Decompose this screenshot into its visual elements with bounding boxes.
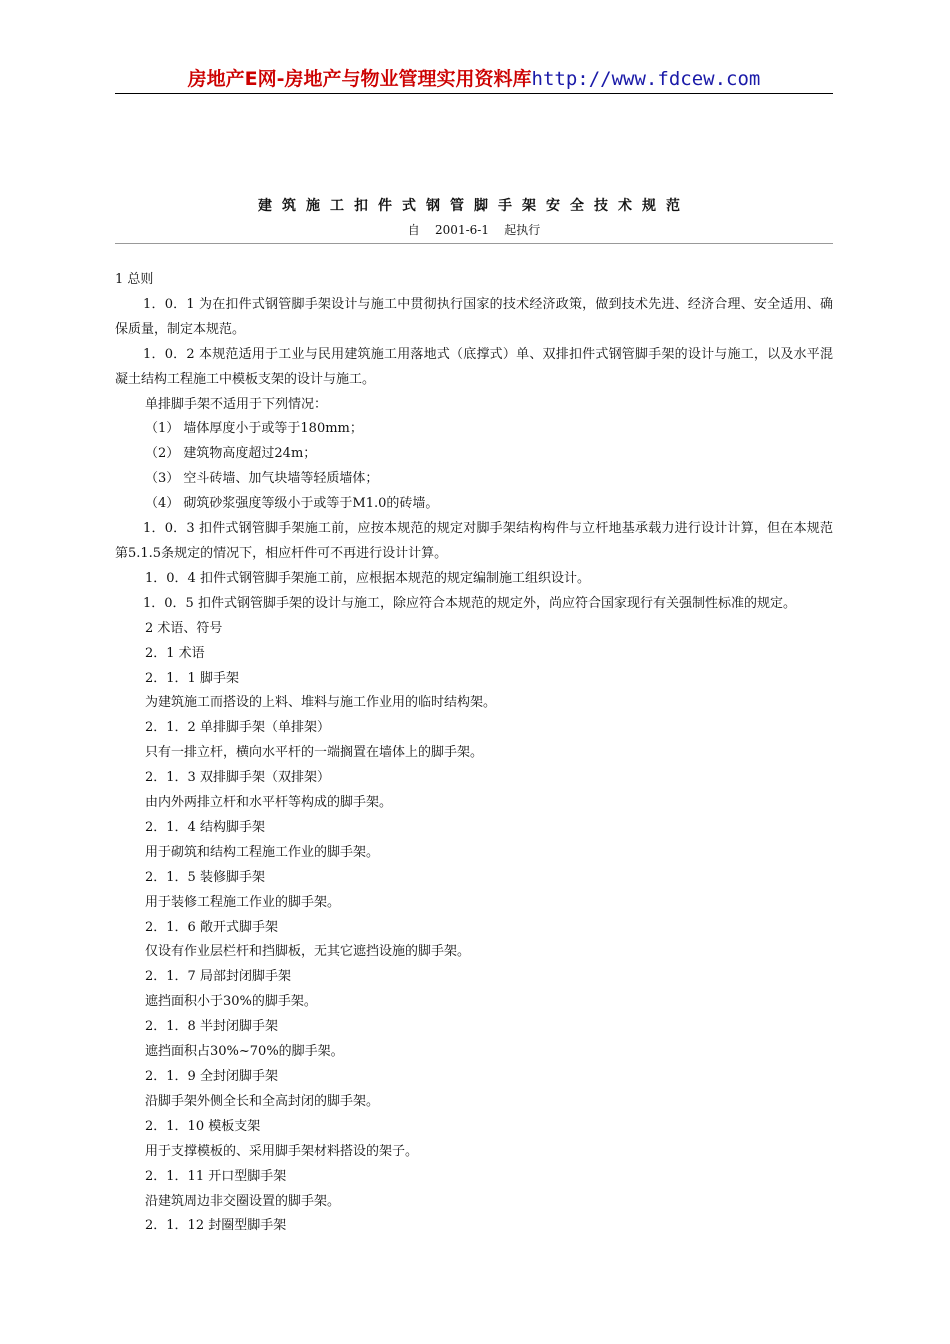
term-definition: 为建筑施工而搭设的上料、堆料与施工作业用的临时结构架。 [145, 695, 497, 711]
section-heading: 1 总则 [115, 272, 154, 287]
term-heading: 2．1．4 结构脚手架 [145, 819, 265, 835]
title-rule [115, 243, 833, 244]
document-body [115, 268, 833, 1239]
term-heading: 2．1．12 封圈型脚手架 [145, 1218, 287, 1234]
term-heading: 2．1．1 脚手架 [145, 670, 239, 686]
term-definition: 沿建筑周边非交圈设置的脚手架。 [145, 1193, 341, 1209]
term-definition: 仅设有作业层栏杆和挡脚板，无其它遮挡设施的脚手架。 [145, 944, 471, 960]
site-header [115, 64, 833, 94]
clause-1-0-2: 1．0．2 本规范适用于工业与民用建筑施工用落地式（底撑式）单、双排扣件式钢管脚手架的设计与施工，以及水平混凝土结构工程施工中模板支架的设计与施工。 [115, 346, 833, 387]
term-definition: 用于装修工程施工作业的脚手架。 [145, 894, 341, 910]
term-definition: 由内外两排立杆和水平杆等构成的脚手架。 [145, 795, 393, 811]
clause-1-0-1: 1．0．1 为在扣件式钢管脚手架设计与施工中贯彻执行国家的技术经济政策，做到技术先进、经济合理、安全适用、确保质量，制定本规范。 [115, 296, 833, 337]
site-brand: 房地产E网 [187, 68, 277, 90]
clause-1-0-3: 1．0．3 扣件式钢管脚手架施工前，应按本规范的规定对脚手架结构构件与立杆地基承载力进行设计计算，但在本规范第5.1.5条规定的情况下，相应杆件可不再进行设计计算。 [115, 521, 833, 561]
term-heading: 2．1．9 全封闭脚手架 [145, 1069, 278, 1084]
list-item: （3） 空斗砖墙、加气块墙等轻质墙体； [145, 471, 379, 487]
header-rule [115, 93, 833, 94]
list-item: （4） 砌筑砂浆强度等级小于或等于M1.0的砖墙。 [145, 496, 439, 512]
effective-date: 自 2001-6-1 起执行 [407, 223, 541, 237]
term-definition: 用于砌筑和结构工程施工作业的脚手架。 [145, 844, 380, 860]
term-heading: 2．1．7 局部封闭脚手架 [145, 969, 291, 985]
term-heading: 2．1．8 半封闭脚手架 [145, 1019, 278, 1035]
term-definition: 遮挡面积占30%~70%的脚手架。 [145, 1044, 344, 1060]
site-url-link[interactable]: http://www.fdcew.com [531, 68, 761, 90]
header-separator: - [276, 68, 285, 90]
subsection-heading: 2．1 术语 [145, 645, 205, 661]
term-heading: 2．1．11 开口型脚手架 [145, 1168, 287, 1184]
list-item: （1） 墙体厚度小于或等于180mm； [145, 421, 363, 437]
site-tagline: 房地产与物业管理实用资料库 [284, 68, 532, 90]
list-item: （2） 建筑物高度超过24m； [145, 446, 317, 462]
document-title: 建筑施工扣件式钢管脚手架安全技术规范 [258, 198, 690, 214]
term-definition: 沿脚手架外侧全长和全高封闭的脚手架。 [145, 1093, 380, 1109]
term-heading: 2．1．3 双排脚手架（双排架） [145, 770, 330, 786]
term-definition: 只有一排立杆，横向水平杆的一端搁置在墙体上的脚手架。 [145, 745, 484, 761]
term-heading: 2．1．10 模板支架 [145, 1118, 261, 1134]
clause-1-0-4: 1．0．4 扣件式钢管脚手架施工前，应根据本规范的规定编制施工组织设计。 [145, 570, 590, 586]
paragraph: 单排脚手架不适用于下列情况： [145, 396, 328, 412]
term-heading: 2．1．5 装修脚手架 [145, 869, 265, 885]
term-heading: 2．1．2 单排脚手架（单排架） [145, 720, 330, 736]
term-heading: 2．1．6 敞开式脚手架 [145, 919, 278, 935]
section-heading: 2 术语、符号 [145, 620, 223, 636]
term-definition: 遮挡面积小于30%的脚手架。 [145, 994, 317, 1010]
clause-1-0-5: 1．0．5 扣件式钢管脚手架的设计与施工，除应符合本规范的规定外，尚应符合国家现行有关强制性标准的规定。 [143, 595, 796, 611]
term-definition: 用于支撑模板的、采用脚手架材料搭设的架子。 [145, 1143, 419, 1159]
